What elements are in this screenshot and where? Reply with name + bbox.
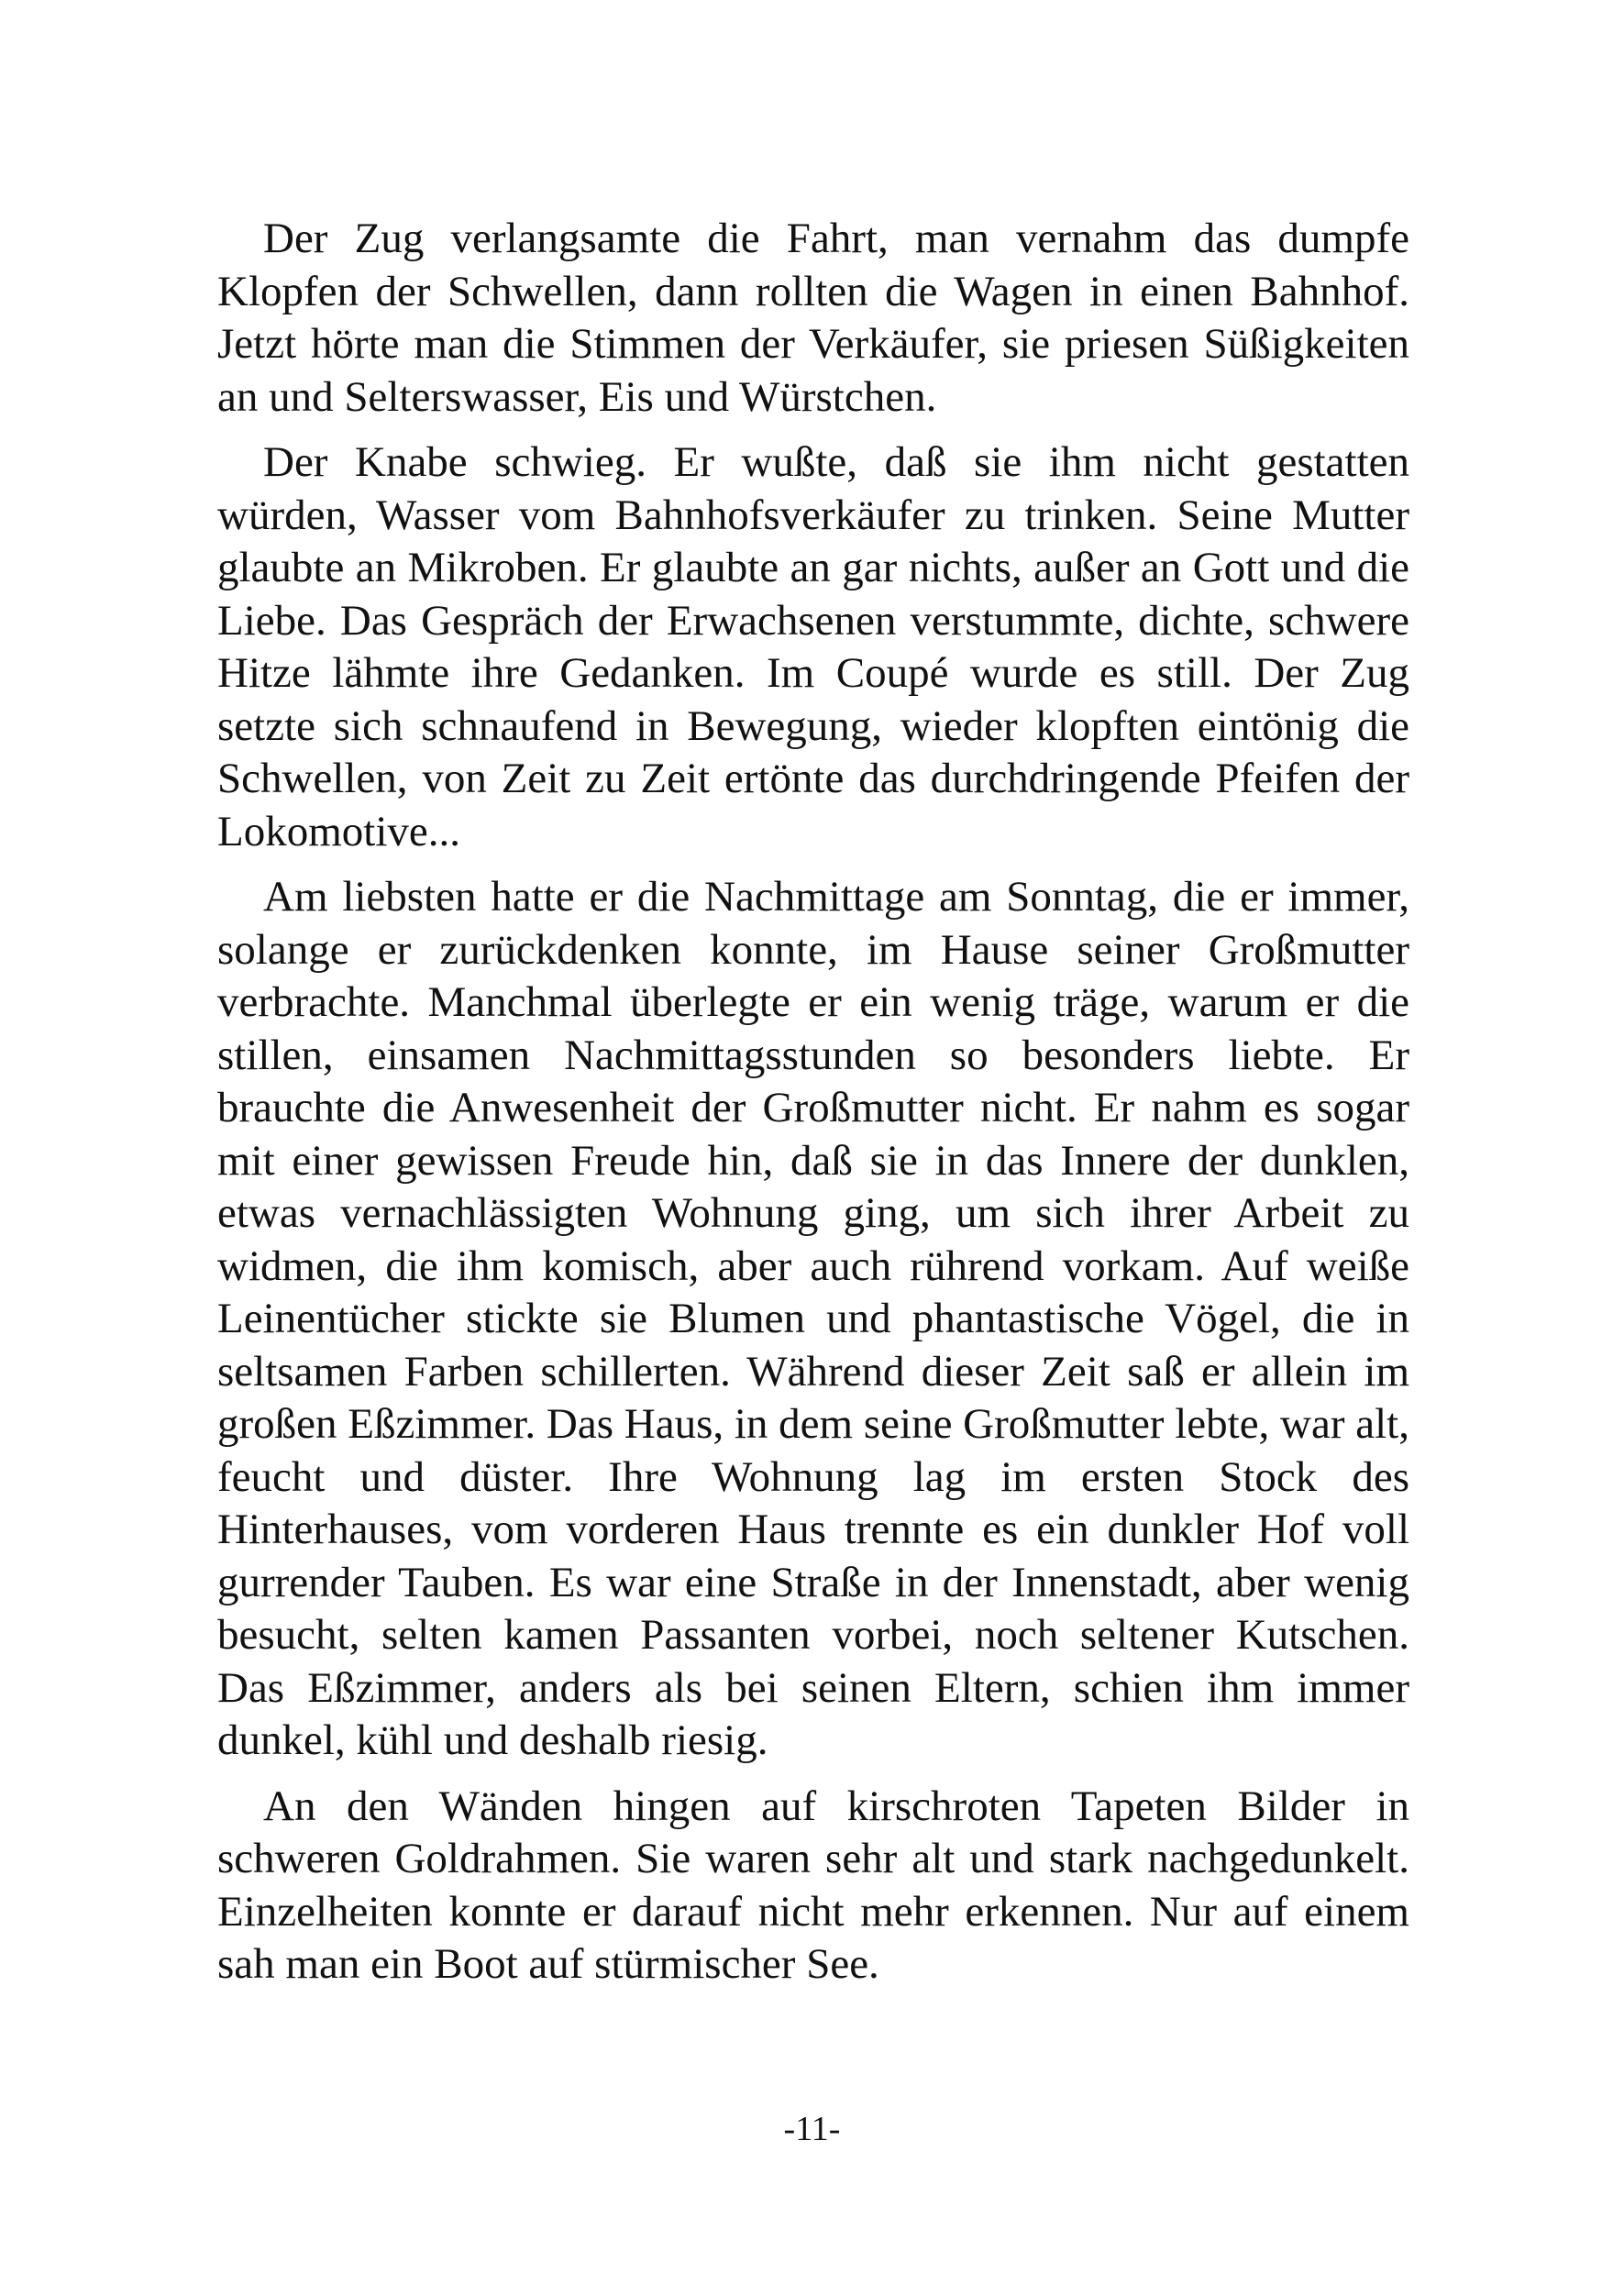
page-number: -11- [783, 2110, 841, 2148]
paragraph-1: Der Zug verlangsamte die Fahrt, man vernahm das dumpfe Klopfen der Schwellen, dann rollten die Wagen in einen Bahnhof. Jetzt hörte man die Stimmen der Verkäufer, sie priesen Süßigkeiten an und Selterswasser, Eis und Würstchen. [217, 215, 1409, 421]
body-text [217, 213, 1409, 2004]
paragraph-4: An den Wänden hingen auf kirschroten Tapeten Bilder in schweren Goldrahmen. Sie waren sehr alt und stark nachgedunkelt. Einzelheiten konnte er darauf nicht mehr erkennen. Nur auf einem sah man ein Boot auf stürmischer See. [217, 1782, 1409, 1988]
paragraph-3: Am liebsten hatte er die Nachmittage am Sonntag, die er immer, solange er zurückdenken konnte, im Hause seiner Großmutter verbrachte. Manchmal überlegte er ein wenig träge, warum er die stillen, einsamen Nachmittagsstunden so besonders liebte. Er brauchte die Anwesenheit der Großmutter nicht. Er nahm es sogar mit einer gewissen Freude hin, daß sie in das Innere der dunklen, etwas vernachlässigten Wohnung ging, um sich ihrer Arbeit zu widmen, die ihm komisch, aber auch rührend vorkam. Auf weiße Leinentücher stickte sie Blumen und phantastische Vögel, die in seltsamen Farben schillerten. Während dieser Zeit saß er allein im großen Eßzimmer. Das Haus, in dem seine Großmutter lebte, war alt, feucht und düster. Ihre Wohnung lag im ersten Stock des Hinterhauses, vom vorderen Haus trennte es ein dunkler Hof voll gurrender Tauben. Es war eine Straße in der Innenstadt, aber wenig besucht, selten kamen Passanten vorbei, noch seltener Kutschen. Das Eßzimmer, anders als bei seinen Eltern, schien ihm immer dunkel, kühl und deshalb riesig. [217, 873, 1409, 1764]
paragraph-2: Der Knabe schwieg. Er wußte, daß sie ihm nicht gestatten würden, Wasser vom Bahnhofsverkäufer zu trinken. Seine Mutter glaubte an Mikroben. Er glaubte an gar nichts, außer an Gott und die Liebe. Das Gespräch der Erwachsenen verstummte, dichte, schwere Hitze lähmte ihre Gedanken. Im Coupé wurde es still. Der Zug setzte sich schnaufend in Bewegung, wieder klopften eintönig die Schwellen, von Zeit zu Zeit ertönte das durchdringende Pfeifen der Lokomotive... [217, 438, 1409, 855]
